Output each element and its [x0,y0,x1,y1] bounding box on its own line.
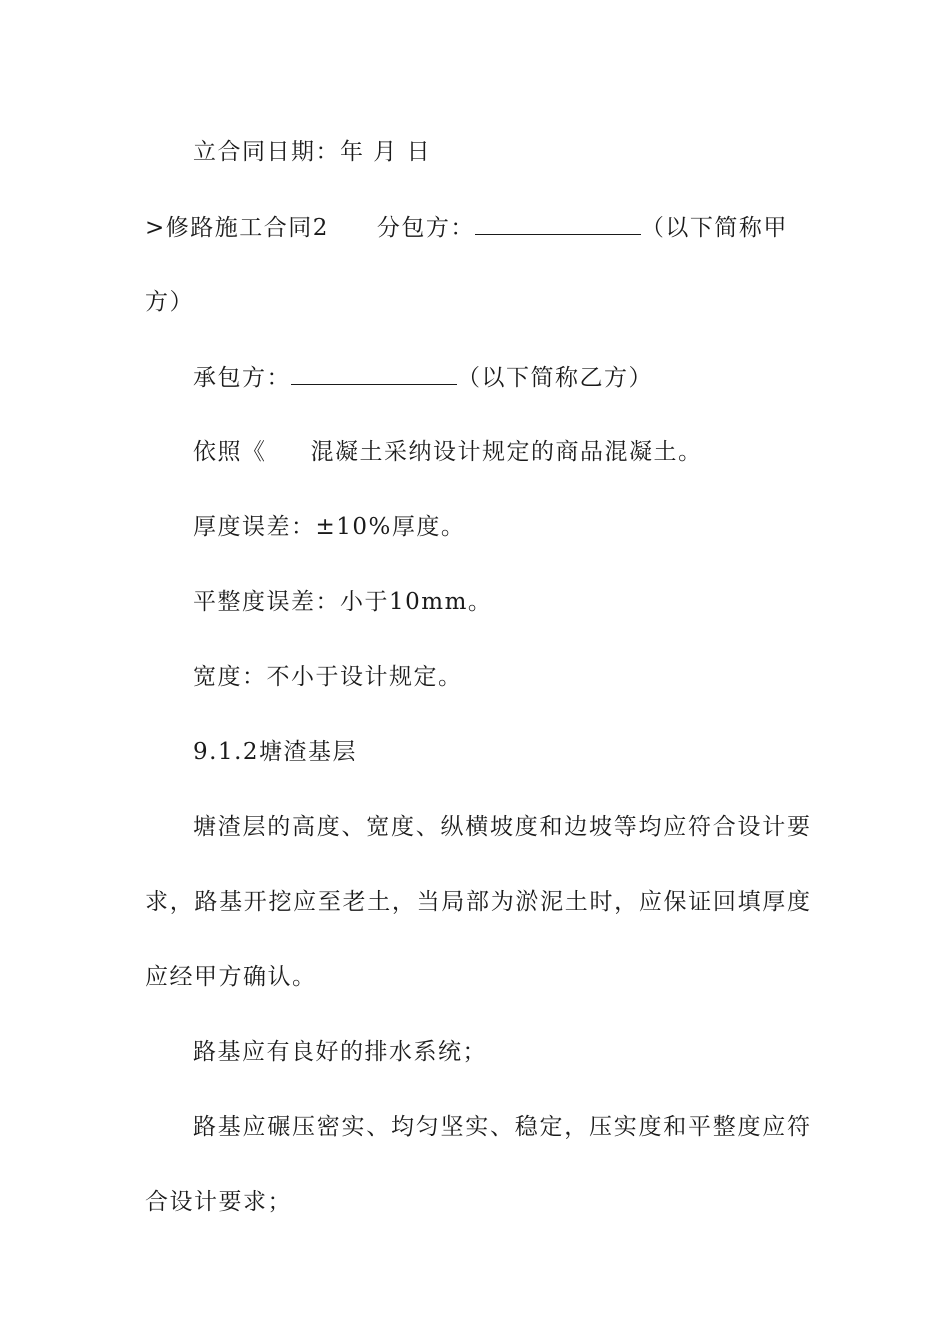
contractor-suffix: （以下简称乙方） [457,365,653,391]
paragraph-1-line-3: 应经甲方确认。 [145,964,317,990]
paragraph-1-line-2: 求，路基开挖应至老土，当局部为淤泥土时，应保证回填厚度 [145,889,810,915]
contractor-line [193,362,810,393]
basis-line [193,437,810,467]
paragraph-1-line-1: 塘渣层的高度、宽度、纵横坡度和边坡等均应符合设计要 [193,814,810,840]
contractor-blank [291,362,457,385]
section-heading: 9.1.2塘渣基层 [193,739,358,765]
thickness-tolerance: 厚度误差：±10%厚度。 [193,514,466,540]
subcontractor-blank [475,212,641,235]
subcontractor-line [145,212,810,243]
width-rule: 宽度：不小于设计规定。 [193,664,463,690]
basis-rest: 混凝土采纳设计规定的商品混凝土。 [310,439,703,465]
date-line: 立合同日期：年 月 日 [193,139,432,165]
subcontractor-label: 分包方： [376,215,475,241]
paragraph-2-line-1: 路基应碾压密实、均匀坚实、稳定，压实度和平整度应符 [193,1114,810,1140]
subcontractor-suffix-end: 方） [145,289,194,315]
subcontractor-suffix: （以下简称甲 [640,215,788,241]
contractor-label: 承包方： [193,365,291,391]
contract-title: >修路施工合同2 [145,215,329,241]
paragraph-2-line-2: 合设计要求； [145,1189,292,1215]
flatness-tolerance: 平整度误差：小于10mm。 [193,589,493,615]
drainage-rule: 路基应有良好的排水系统； [193,1039,487,1065]
basis-prefix: 依照《 [193,439,267,465]
